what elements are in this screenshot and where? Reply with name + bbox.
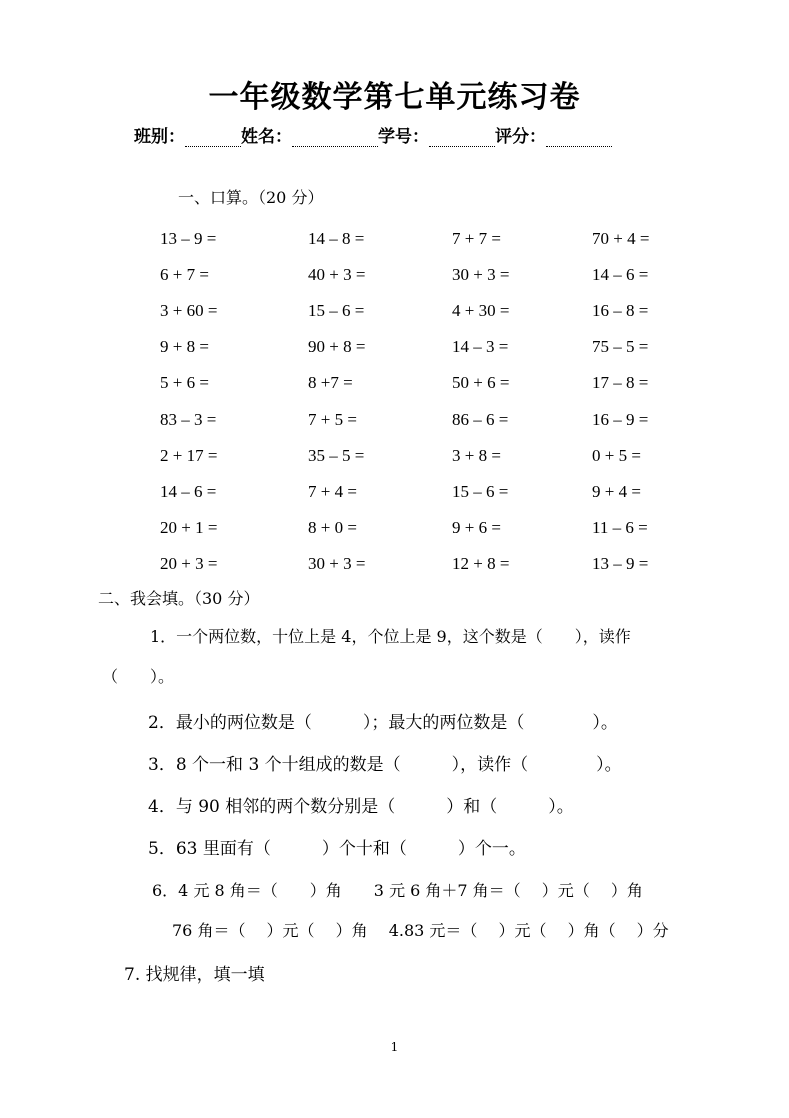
- equation-r8-c2: 7 + 4 =: [308, 482, 357, 501]
- equation-r3-c2: 15 – 6 =: [308, 301, 365, 320]
- name-blank: [292, 128, 378, 147]
- equation-r10-c4: 13 – 9 =: [592, 554, 649, 573]
- equation-r1-c2: 14 – 8 =: [308, 229, 365, 248]
- question-6-line-1: 6．4 元 8 角＝（ ）角 3 元 6 角＋7 角＝（ ）元（ ）角: [152, 881, 643, 900]
- equation-r7-c3: 3 + 8 =: [452, 446, 501, 465]
- equation-r5-c1: 5 + 6 =: [160, 373, 209, 392]
- equation-r2-c1: 6 + 7 =: [160, 265, 209, 284]
- page-title: 一年级数学第七单元练习卷: [208, 80, 581, 115]
- class-blank: [185, 128, 241, 147]
- equation-r10-c1: 20 + 3 =: [160, 554, 218, 573]
- section2-heading: 二、我会填。（30 分）: [98, 589, 260, 608]
- equation-r1-c4: 70 + 4 =: [592, 229, 650, 248]
- name-label: 姓名：: [241, 127, 292, 147]
- equation-r4-c2: 90 + 8 =: [308, 337, 366, 356]
- equation-r7-c4: 0 + 5 =: [592, 446, 641, 465]
- equation-r2-c2: 40 + 3 =: [308, 265, 366, 284]
- question-1-line-1: 1．一个两位数，十位上是 4，个位上是 9，这个数是（ ），读作: [150, 627, 631, 646]
- equation-r10-c2: 30 + 3 =: [308, 554, 366, 573]
- question-2: 2．最小的两位数是（ ）；最大的两位数是（ ）。: [148, 713, 618, 733]
- equation-r6-c3: 86 – 6 =: [452, 410, 509, 429]
- question-7: 7. 找规律，填一填: [124, 965, 265, 985]
- equation-r4-c1: 9 + 8 =: [160, 337, 209, 356]
- equation-r10-c3: 12 + 8 =: [452, 554, 510, 573]
- equation-r4-c4: 75 – 5 =: [592, 337, 649, 356]
- question-1-line-2: （ ）。: [102, 667, 175, 686]
- equation-r7-c1: 2 + 17 =: [160, 446, 218, 465]
- question-4: 4．与 90 相邻的两个数分别是（ ）和（ ）。: [148, 797, 574, 817]
- question-5: 5．63 里面有（ ）个十和（ ）个一。: [148, 839, 526, 859]
- class-label: 班别：: [134, 127, 185, 147]
- score-label: 评分：: [495, 127, 546, 147]
- equation-r1-c1: 13 – 9 =: [160, 229, 217, 248]
- equation-r2-c4: 14 – 6 =: [592, 265, 649, 284]
- question-6-line-2: 76 角＝（ ）元（ ）角 4.83 元＝（ ）元（ ）角（ ）分: [172, 921, 669, 940]
- equation-r8-c1: 14 – 6 =: [160, 482, 217, 501]
- equation-r8-c4: 9 + 4 =: [592, 482, 641, 501]
- equation-r5-c3: 50 + 6 =: [452, 373, 510, 392]
- equation-r3-c3: 4 + 30 =: [452, 301, 510, 320]
- equation-r6-c4: 16 – 9 =: [592, 410, 649, 429]
- student-info-line: [134, 122, 612, 147]
- equation-r6-c2: 7 + 5 =: [308, 410, 357, 429]
- question-3: 3．8 个一和 3 个十组成的数是（ ），读作（ ）。: [148, 755, 622, 775]
- number-label: 学号：: [378, 127, 429, 147]
- equation-r3-c1: 3 + 60 =: [160, 301, 218, 320]
- equation-r4-c3: 14 – 3 =: [452, 337, 509, 356]
- section1-heading: 一、口算。（20 分）: [178, 188, 324, 207]
- equation-r1-c3: 7 + 7 =: [452, 229, 501, 248]
- equation-r8-c3: 15 – 6 =: [452, 482, 509, 501]
- page-number: 1: [390, 1040, 399, 1054]
- equation-r3-c4: 16 – 8 =: [592, 301, 649, 320]
- equation-r9-c1: 20 + 1 =: [160, 518, 218, 537]
- equation-r6-c1: 83 – 3 =: [160, 410, 217, 429]
- score-blank: [546, 128, 612, 147]
- equation-r7-c2: 35 – 5 =: [308, 446, 365, 465]
- equation-r2-c3: 30 + 3 =: [452, 265, 510, 284]
- equation-r9-c3: 9 + 6 =: [452, 518, 501, 537]
- equation-r9-c2: 8 + 0 =: [308, 518, 357, 537]
- equation-r9-c4: 11 – 6 =: [592, 518, 648, 537]
- equation-r5-c4: 17 – 8 =: [592, 373, 649, 392]
- equation-r5-c2: 8 +7 =: [308, 373, 353, 392]
- number-blank: [429, 128, 495, 147]
